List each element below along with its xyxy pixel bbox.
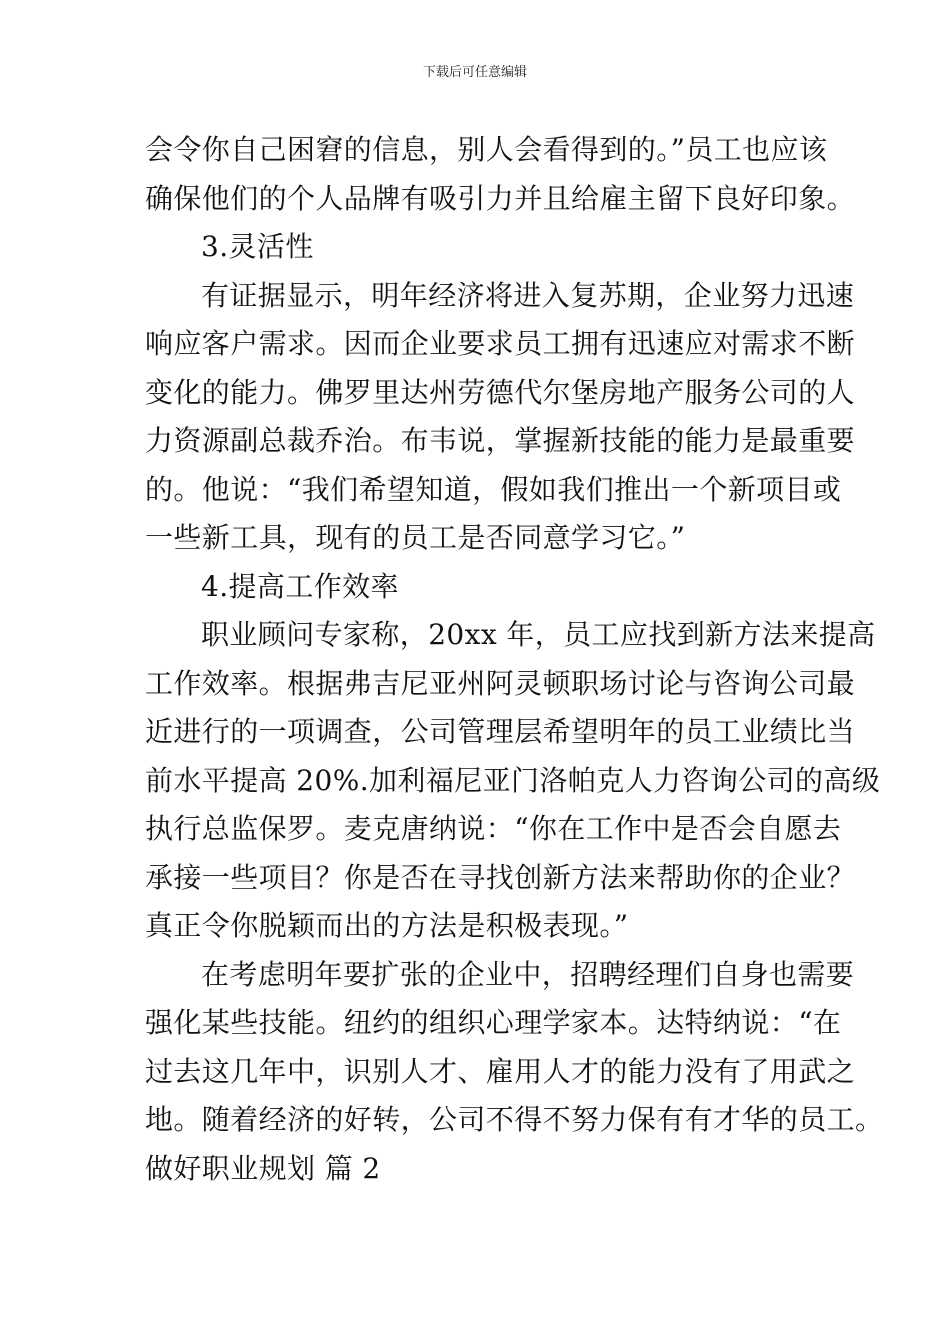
text-line: 承接一些项目？你是否在寻找创新方法来帮助你的企业？ <box>145 860 856 894</box>
text-line: 确保他们的个人品牌有吸引力并且给雇主留下良好印象。 <box>145 181 856 215</box>
text-line: 职业顾问专家称，20xx 年，员工应找到新方法来提高 <box>201 618 876 651</box>
text-line: 的。他说：“我们希望知道，假如我们推出一个新项目或 <box>145 472 842 506</box>
text-line: 近进行的一项调查，公司管理层希望明年的员工业绩比当 <box>145 715 856 748</box>
text-line: 执行总监保罗。麦克唐纳说：“你在工作中是否会自愿去 <box>145 812 842 845</box>
text-line: 响应客户需求。因而企业要求员工拥有迅速应对需求不断 <box>145 327 856 360</box>
text-line: 在考虑明年要扩张的企业中，招聘经理们自身也需要 <box>201 957 855 991</box>
text-line: 一些新工具，现有的员工是否同意学习它。” <box>145 521 686 554</box>
document-body <box>145 126 884 1193</box>
text-line: 强化某些技能。纽约的组织心理学家本。达特纳说：“在 <box>145 1006 842 1039</box>
text-line: 工作效率。根据弗吉尼亚州阿灵顿职场讨论与咨询公司最 <box>145 666 856 700</box>
text-line: 变化的能力。佛罗里达州劳德代尔堡房地产服务公司的人 <box>145 375 856 409</box>
page-header-note: 下载后可任意编辑 <box>422 65 527 80</box>
text-line: 真正令你脱颖而出的方法是积极表现。” <box>145 909 629 942</box>
text-line: 会令你自己困窘的信息，别人会看得到的。”员工也应该 <box>145 133 828 166</box>
text-line: 有证据显示，明年经济将进入复苏期，企业努力迅速 <box>201 278 855 312</box>
section-title-part-2: 做好职业规划 篇 2 <box>145 1151 381 1185</box>
text-line: 前水平提高 20%.加利福尼亚门洛帕克人力咨询公司的高级 <box>145 763 881 797</box>
text-line: 力资源副总裁乔治。布韦说，掌握新技能的能力是最重要 <box>145 424 856 457</box>
section-heading-flexibility: 3.灵活性 <box>201 230 314 263</box>
section-heading-efficiency: 4.提高工作效率 <box>201 569 399 603</box>
text-line: 过去这几年中，识别人才、雇用人才的能力没有了用武之 <box>145 1054 856 1088</box>
text-line: 地。随着经济的好转，公司不得不努力保有有才华的员工。 <box>145 1103 884 1136</box>
